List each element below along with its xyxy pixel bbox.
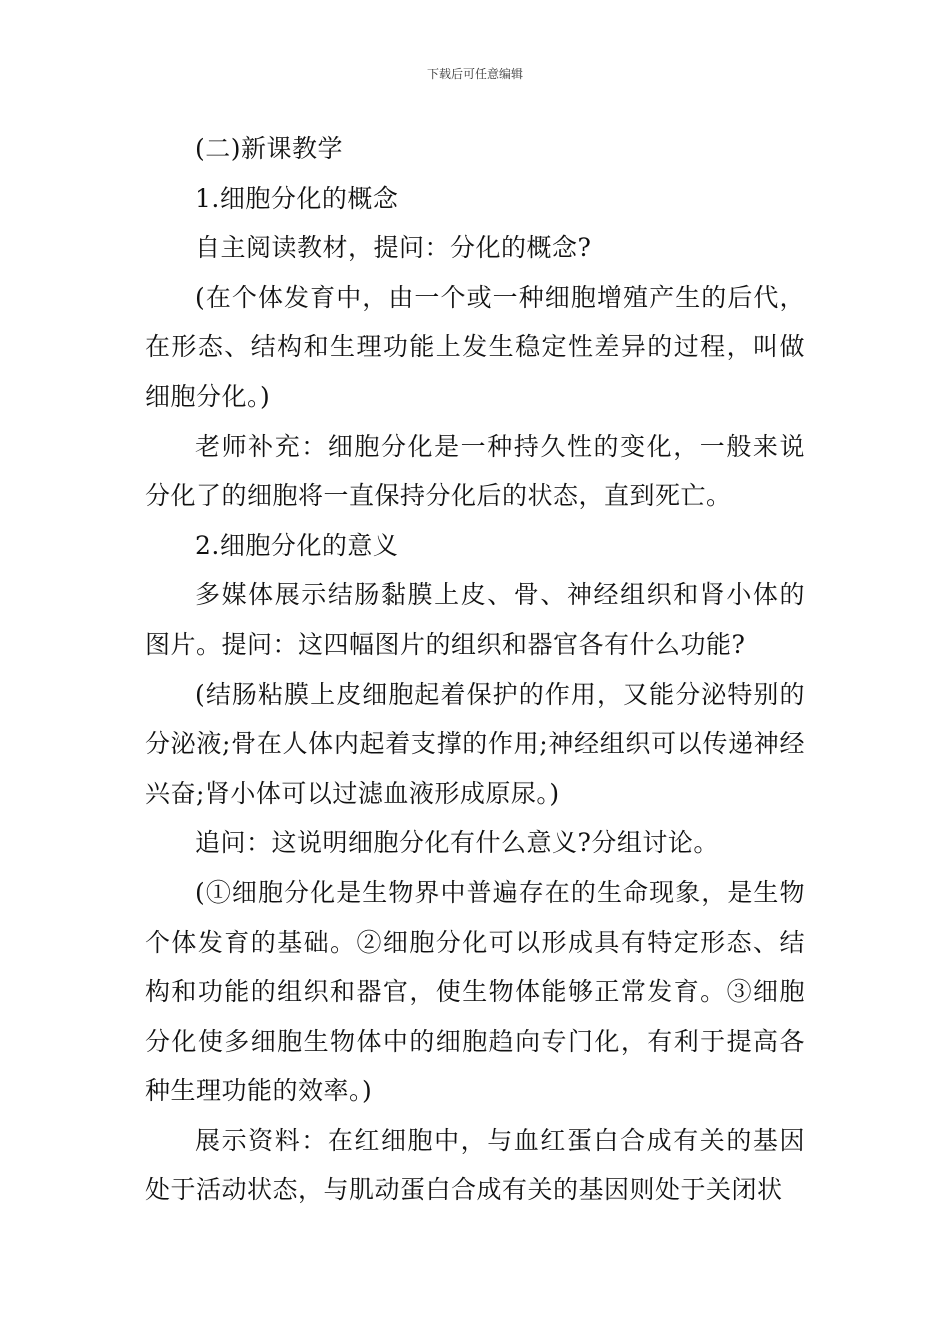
document-body: [145, 124, 805, 1215]
paragraph-reading-question: 自主阅读教材，提问：分化的概念?: [195, 233, 592, 263]
page-header-note: 下载后可任意编辑: [426, 67, 523, 81]
subheading-differentiation-concept: 1.细胞分化的概念: [195, 183, 399, 213]
paragraph-concept-answer: (在个体发育中，由一个或一种细胞增殖产生的后代，在形态、结构和生理功能上发生稳定性差异的过程，叫做细胞分化。): [145, 282, 805, 411]
subheading-differentiation-significance: 2.细胞分化的意义: [195, 530, 399, 560]
paragraph-function-answer: (结肠粘膜上皮细胞起着保护的作用，又能分泌特别的分泌液;骨在人体内起着支撑的作用;神经组织可以传递神经兴奋;肾小体可以过滤血液形成原尿。): [145, 679, 805, 808]
paragraph-material-display: 展示资料：在红细胞中，与血红蛋白合成有关的基因处于活动状态，与肌动蛋白合成有关的基因则处于关闭状: [145, 1125, 805, 1205]
paragraph-significance-answer: (①细胞分化是生物界中普遍存在的生命现象，是生物个体发育的基础。②细胞分化可以形成具有特定形态、结构和功能的组织和器官，使生物体能够正常发育。③细胞分化使多细胞生物体中的细胞趋向专门化，有利于提高各种生理功能的效率。): [145, 877, 805, 1106]
paragraph-follow-up-question: 追问：这说明细胞分化有什么意义?分组讨论。: [195, 828, 719, 858]
paragraph-multimedia-display: 多媒体展示结肠黏膜上皮、骨、神经组织和肾小体的图片。提问：这四幅图片的组织和器官各有什么功能?: [145, 580, 805, 659]
paragraph-teacher-supplement: 老师补充：细胞分化是一种持久性的变化，一般来说分化了的细胞将一直保持分化后的状态，直到死亡。: [145, 431, 805, 511]
section-heading-new-lesson: (二)新课教学: [195, 134, 344, 163]
